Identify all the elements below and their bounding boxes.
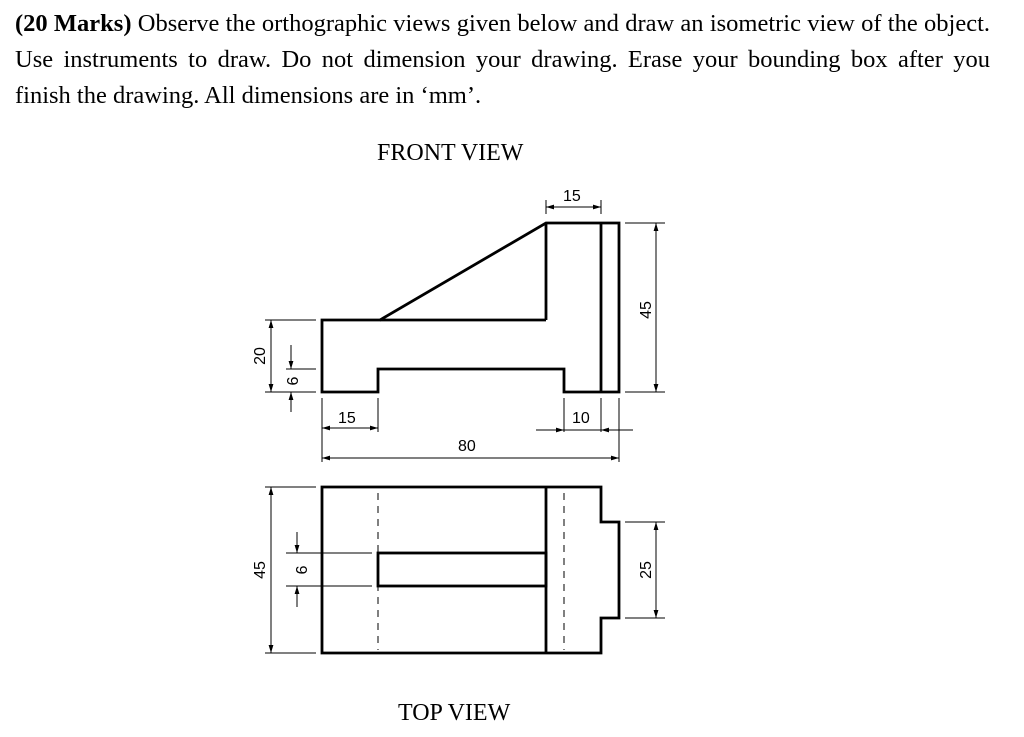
question-body: Observe the orthographic views given below and draw an isometric view of the object. Use instruments to draw. Do not dimension your drawing. Erase your bounding box after you finish the drawing. All dimensions are in ‘mm’.: [15, 10, 990, 109]
front-view-dimensions: [265, 200, 665, 462]
front-view-drawing: [322, 223, 619, 392]
dim-right-foot: 10: [572, 410, 590, 427]
dim-left-height: 20: [252, 347, 269, 365]
dim-rib-width: 9: [292, 565, 309, 575]
front-view-outline: [322, 223, 619, 392]
dim-front-height: 45: [638, 301, 655, 319]
top-view-title: TOP VIEW: [398, 700, 511, 726]
dim-slot-depth: 6: [285, 376, 302, 386]
dim-top-width: 15: [563, 188, 581, 205]
dim-right-step: 25: [638, 561, 655, 579]
top-view-drawing: [322, 487, 619, 653]
dim-total-length: 80: [458, 438, 476, 455]
top-view-rib: [378, 553, 546, 586]
question-marks: (20 Marks): [15, 10, 132, 37]
dim-top-depth: 45: [252, 561, 269, 579]
front-view-title: FRONT VIEW: [377, 140, 524, 166]
top-view-dimensions: [265, 487, 665, 653]
top-view-outline: [322, 487, 619, 653]
dim-left-foot: 15: [338, 410, 356, 427]
